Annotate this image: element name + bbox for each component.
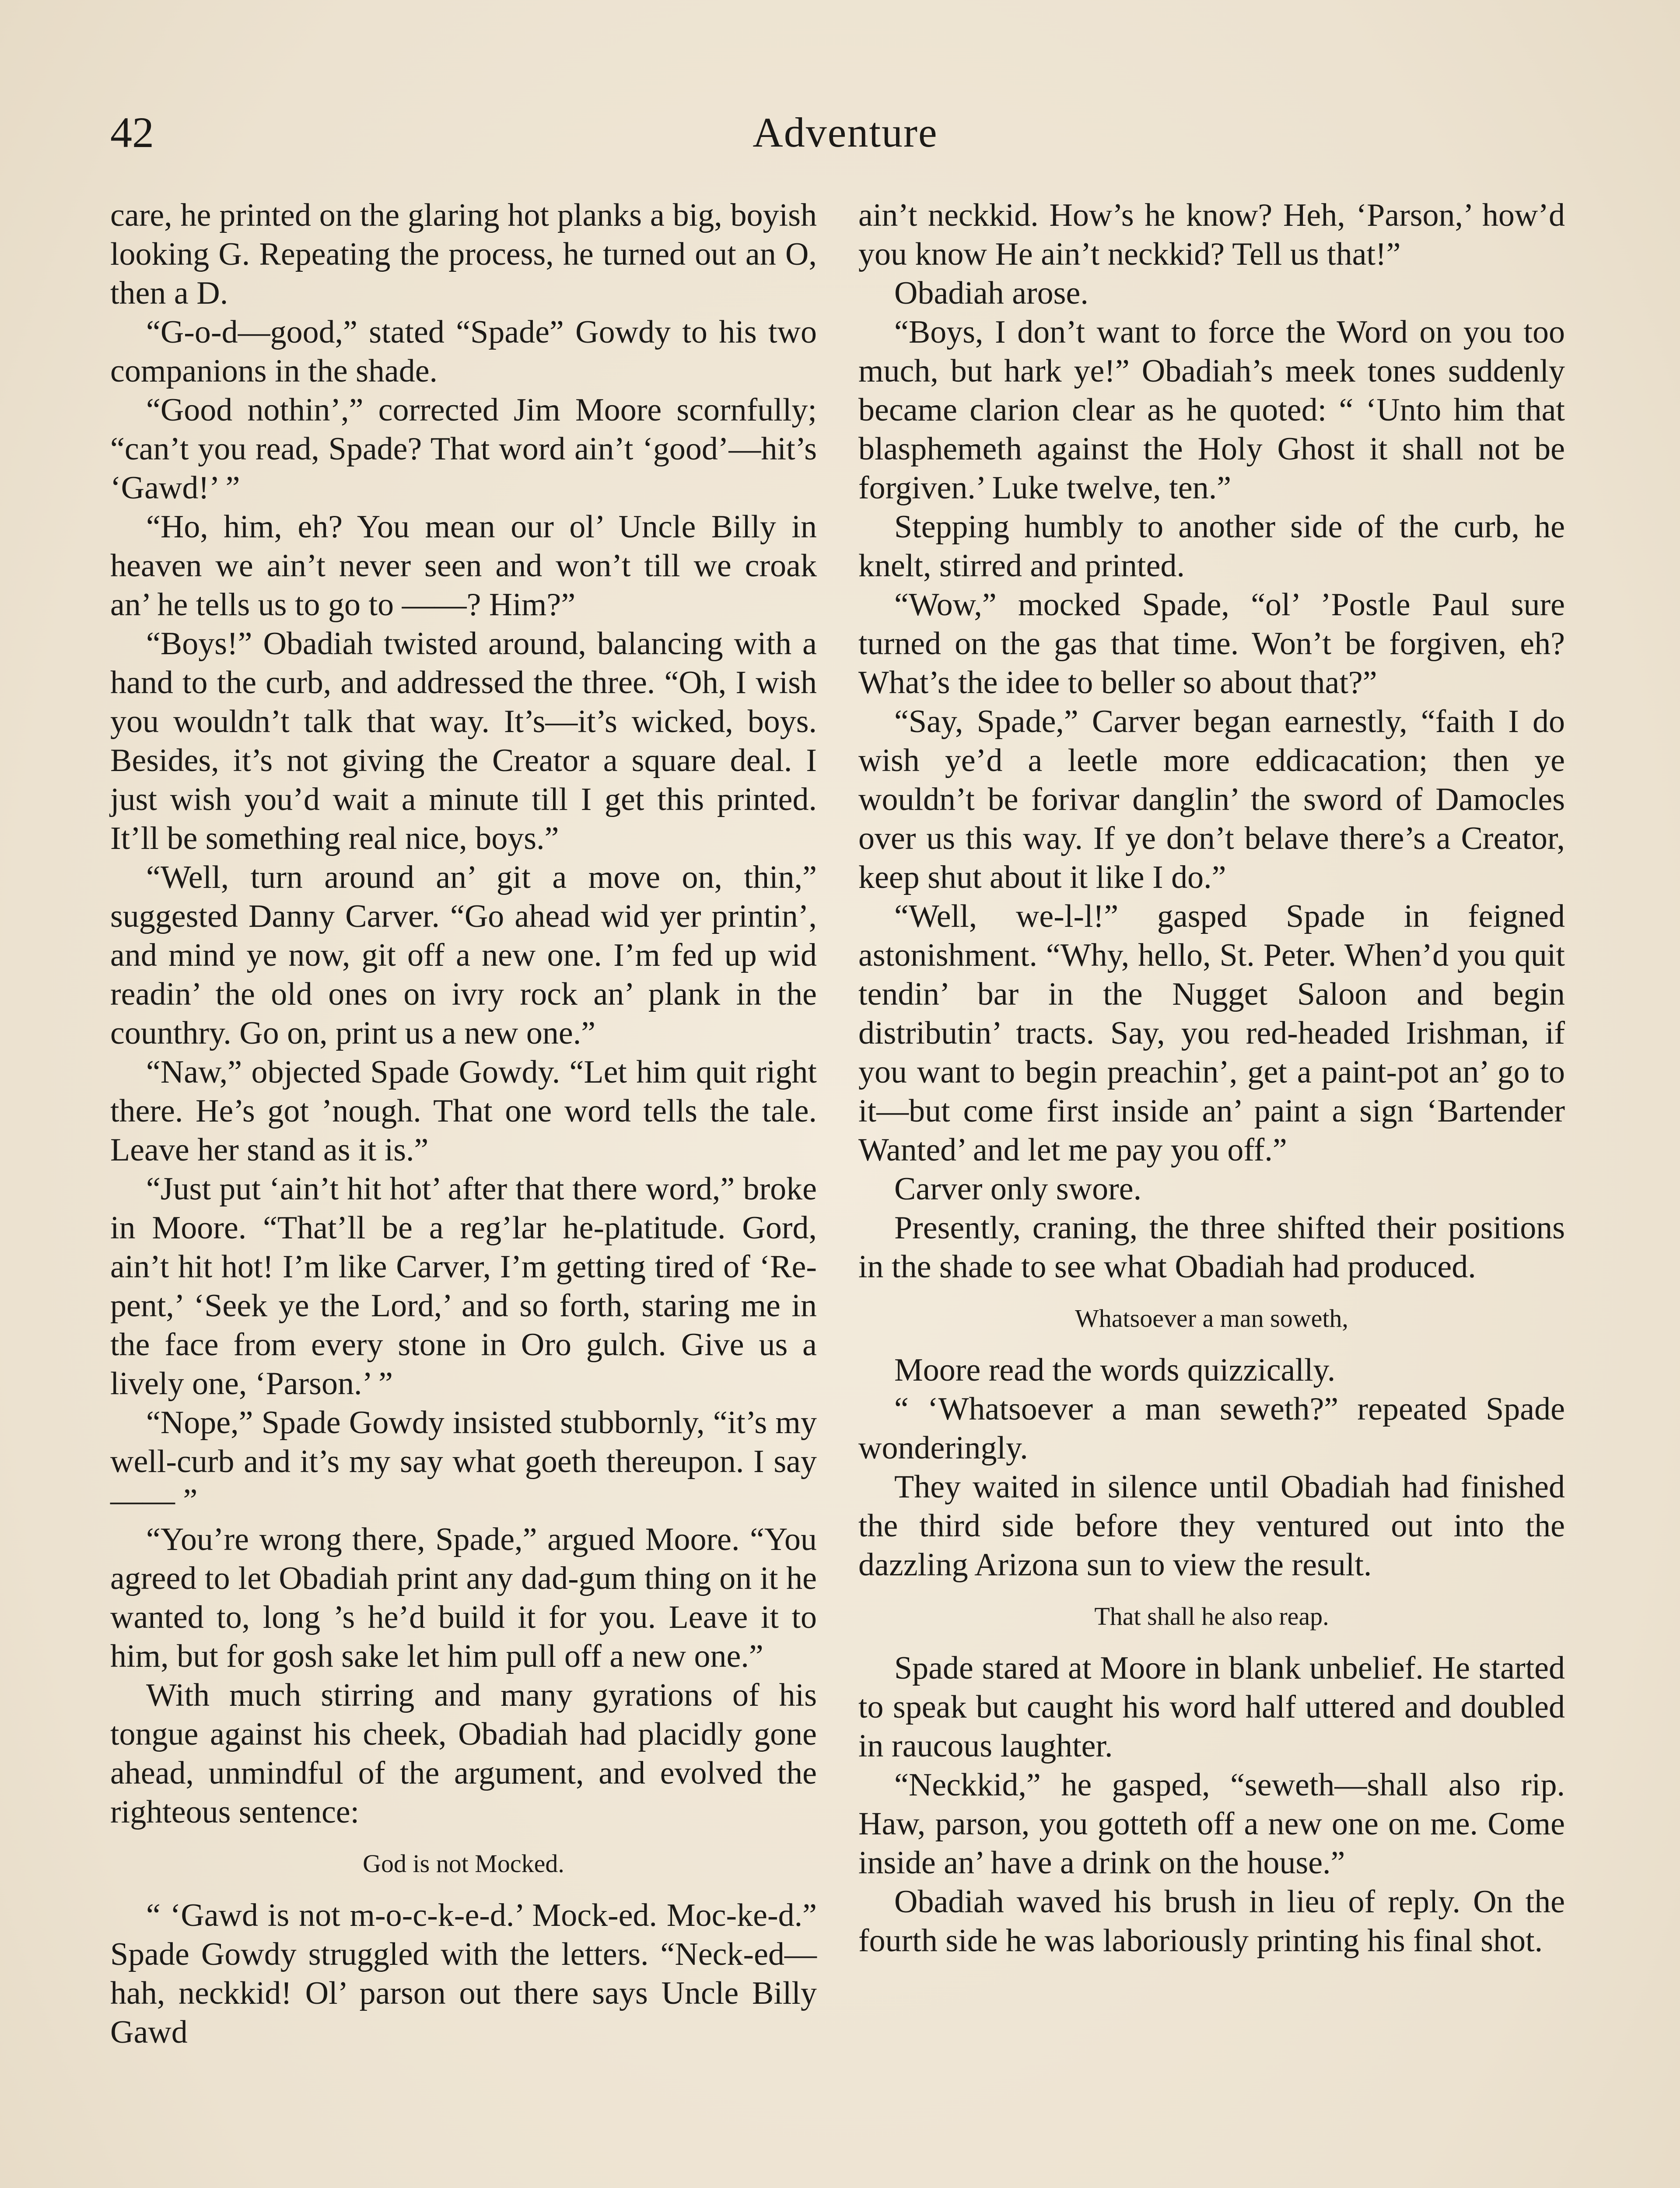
paragraph: “Boys, I don’t want to force the Word on you too much, but hark ye!” Obadiah’s meek tones suddenly became clarion clear as he quoted: “ ‘Unto him that blasphemeth against the Holy Ghost it shall not be forgiven.’ Luke twelve, ten.” [858,314,1565,506]
paragraph: “Say, Spade,” Carver began earnestly, “faith I do wish ye’d a leetle more eddicacation; then ye wouldn’t be forivar danglin’ the sword of Damocles over us this way. If ye don’t belave there’s a Creator, keep shut about it like I do.” [858,704,1565,895]
paragraph: ain’t neckkid. How’s he know? Heh, ‘Parson,’ how’d you know He ain’t neckkid? Tell us that!” [858,197,1565,272]
left-column [110,196,817,2052]
inscription-line: Whatsoever a man soweth, [1075,1304,1348,1332]
paragraph: “Wow,” mocked Spade, “ol’ ’Postle Paul sure turned on the gas that time. Won’t be forgiven, eh? What’s the idee to beller so about that?” [858,587,1565,701]
paragraph: With much stirring and many gyrations of his tongue against his cheek, Obadiah had placidly gone ahead, unmindful of the argument, and evolved the righteous sentence: [110,1677,817,1830]
right-column [858,196,1565,1960]
paragraph: Carver only swore. [894,1171,1142,1207]
inscription-line: That shall he also reap. [1094,1602,1329,1630]
paragraph: Spade stared at Moore in blank unbelief. He started to speak but caught his word half uttered and doubled in raucous laughter. [858,1650,1565,1764]
paragraph: “Good nothin’,” corrected Jim Moore scornfully; “can’t you read, Spade? That word ain’t ‘good’—hit’s ‘Gawd!’ ” [110,392,817,506]
paragraph: Moore read the words quizzically. [894,1352,1336,1388]
page-number: 42 [110,108,154,157]
paragraph: “You’re wrong there, Spade,” argued Moore. “You agreed to let Obadiah print any dad-gum thing on it he wanted to, long ’s he’d build it for you. Leave it to him, but for gosh sake let him pull off a new one.” [110,1522,817,1674]
paragraph: care, he printed on the glaring hot planks a big, boyish looking G. Repeating the process, he turned out an O, then a D. [110,197,817,311]
paragraph: “ ‘Whatsoever a man seweth?” repeated Spade wonderingly. [858,1391,1565,1466]
paragraph: Obadiah arose. [894,275,1088,311]
paragraph: “G-o-d—good,” stated “Spade” Gowdy to his two companions in the shade. [110,314,817,389]
running-title: Adventure [752,109,938,156]
paragraph: “Just put ‘ain’t hit hot’ after that there word,” broke in Moore. “That’ll be a reg’lar he-platitude. Gord, ain’t hit hot! I’m like Carver, I’m getting tired of ‘Repent,’ ‘Seek ye the Lord,’ and so forth, staring me in the face from every stone in Oro gulch. Give us a lively one, ‘Parson.’ ” [110,1171,817,1402]
paragraph: “Well, we-l-l!” gasped Spade in feigned astonishment. “Why, hello, St. Peter. When’d you quit tendin’ bar in the Nugget Saloon and begin distributin’ tracts. Say, you red-headed Irishman, if you want to begin preachin’, get a paint-pot an’ go to it—but come first inside an’ paint a sign ‘Bartender Wanted’ and let me pay you off.” [858,898,1565,1168]
inscription-line: God is not Mocked. [363,1849,564,1878]
paragraph: “Nope,” Spade Gowdy insisted stubbornly, “it’s my well-curb and it’s my say what goeth thereupon. I say—— ” [110,1405,817,1518]
paragraph: Presently, craning, the three shifted their positions in the shade to see what Obadiah had produced. [858,1210,1565,1285]
paragraph: “Well, turn around an’ git a move on, thin,” suggested Danny Carver. “Go ahead wid yer printin’, and mind ye now, git off a new one. I’m fed up wid readin’ the old ones on ivry rock an’ plank in the counthry. Go on, print us a new one.” [110,859,817,1051]
paragraph: Obadiah waved his brush in lieu of reply. On the fourth side he was laboriously printing his final shot. [858,1884,1565,1959]
paragraph: They waited in silence until Obadiah had finished the third side before they ventured out into the dazzling Arizona sun to view the result. [858,1469,1565,1583]
paragraph: “Naw,” objected Spade Gowdy. “Let him quit right there. He’s got ’nough. That one word tells the tale. Leave her stand as it is.” [110,1054,817,1168]
paragraph: “Boys!” Obadiah twisted around, balancing with a hand to the curb, and addressed the three. “Oh, I wish you wouldn’t talk that way. It’s—it’s wicked, boys. Besides, it’s not giving the Creator a square deal. I just wish you’d wait a minute till I get this printed. It’ll be something real nice, boys.” [110,626,817,856]
paragraph: “Ho, him, eh? You mean our ol’ Uncle Billy in heaven we ain’t never seen and won’t till we croak an’ he tells us to go to ——? Him?” [110,509,817,623]
paragraph: Stepping humbly to another side of the curb, he knelt, stirred and printed. [858,509,1565,584]
paragraph: “Neckkid,” he gasped, “seweth—shall also rip. Haw, parson, you gotteth off a new one on me. Come inside an’ have a drink on the house.” [858,1767,1565,1881]
paragraph: “ ‘Gawd is not m-o-c-k-e-d.’ Mock-ed. Moc-ke-d.” Spade Gowdy struggled with the letters. “Neck-ed—hah, neckkid! Ol’ parson out there says Uncle Billy Gawd [110,1897,817,2050]
page-header [110,100,1580,165]
